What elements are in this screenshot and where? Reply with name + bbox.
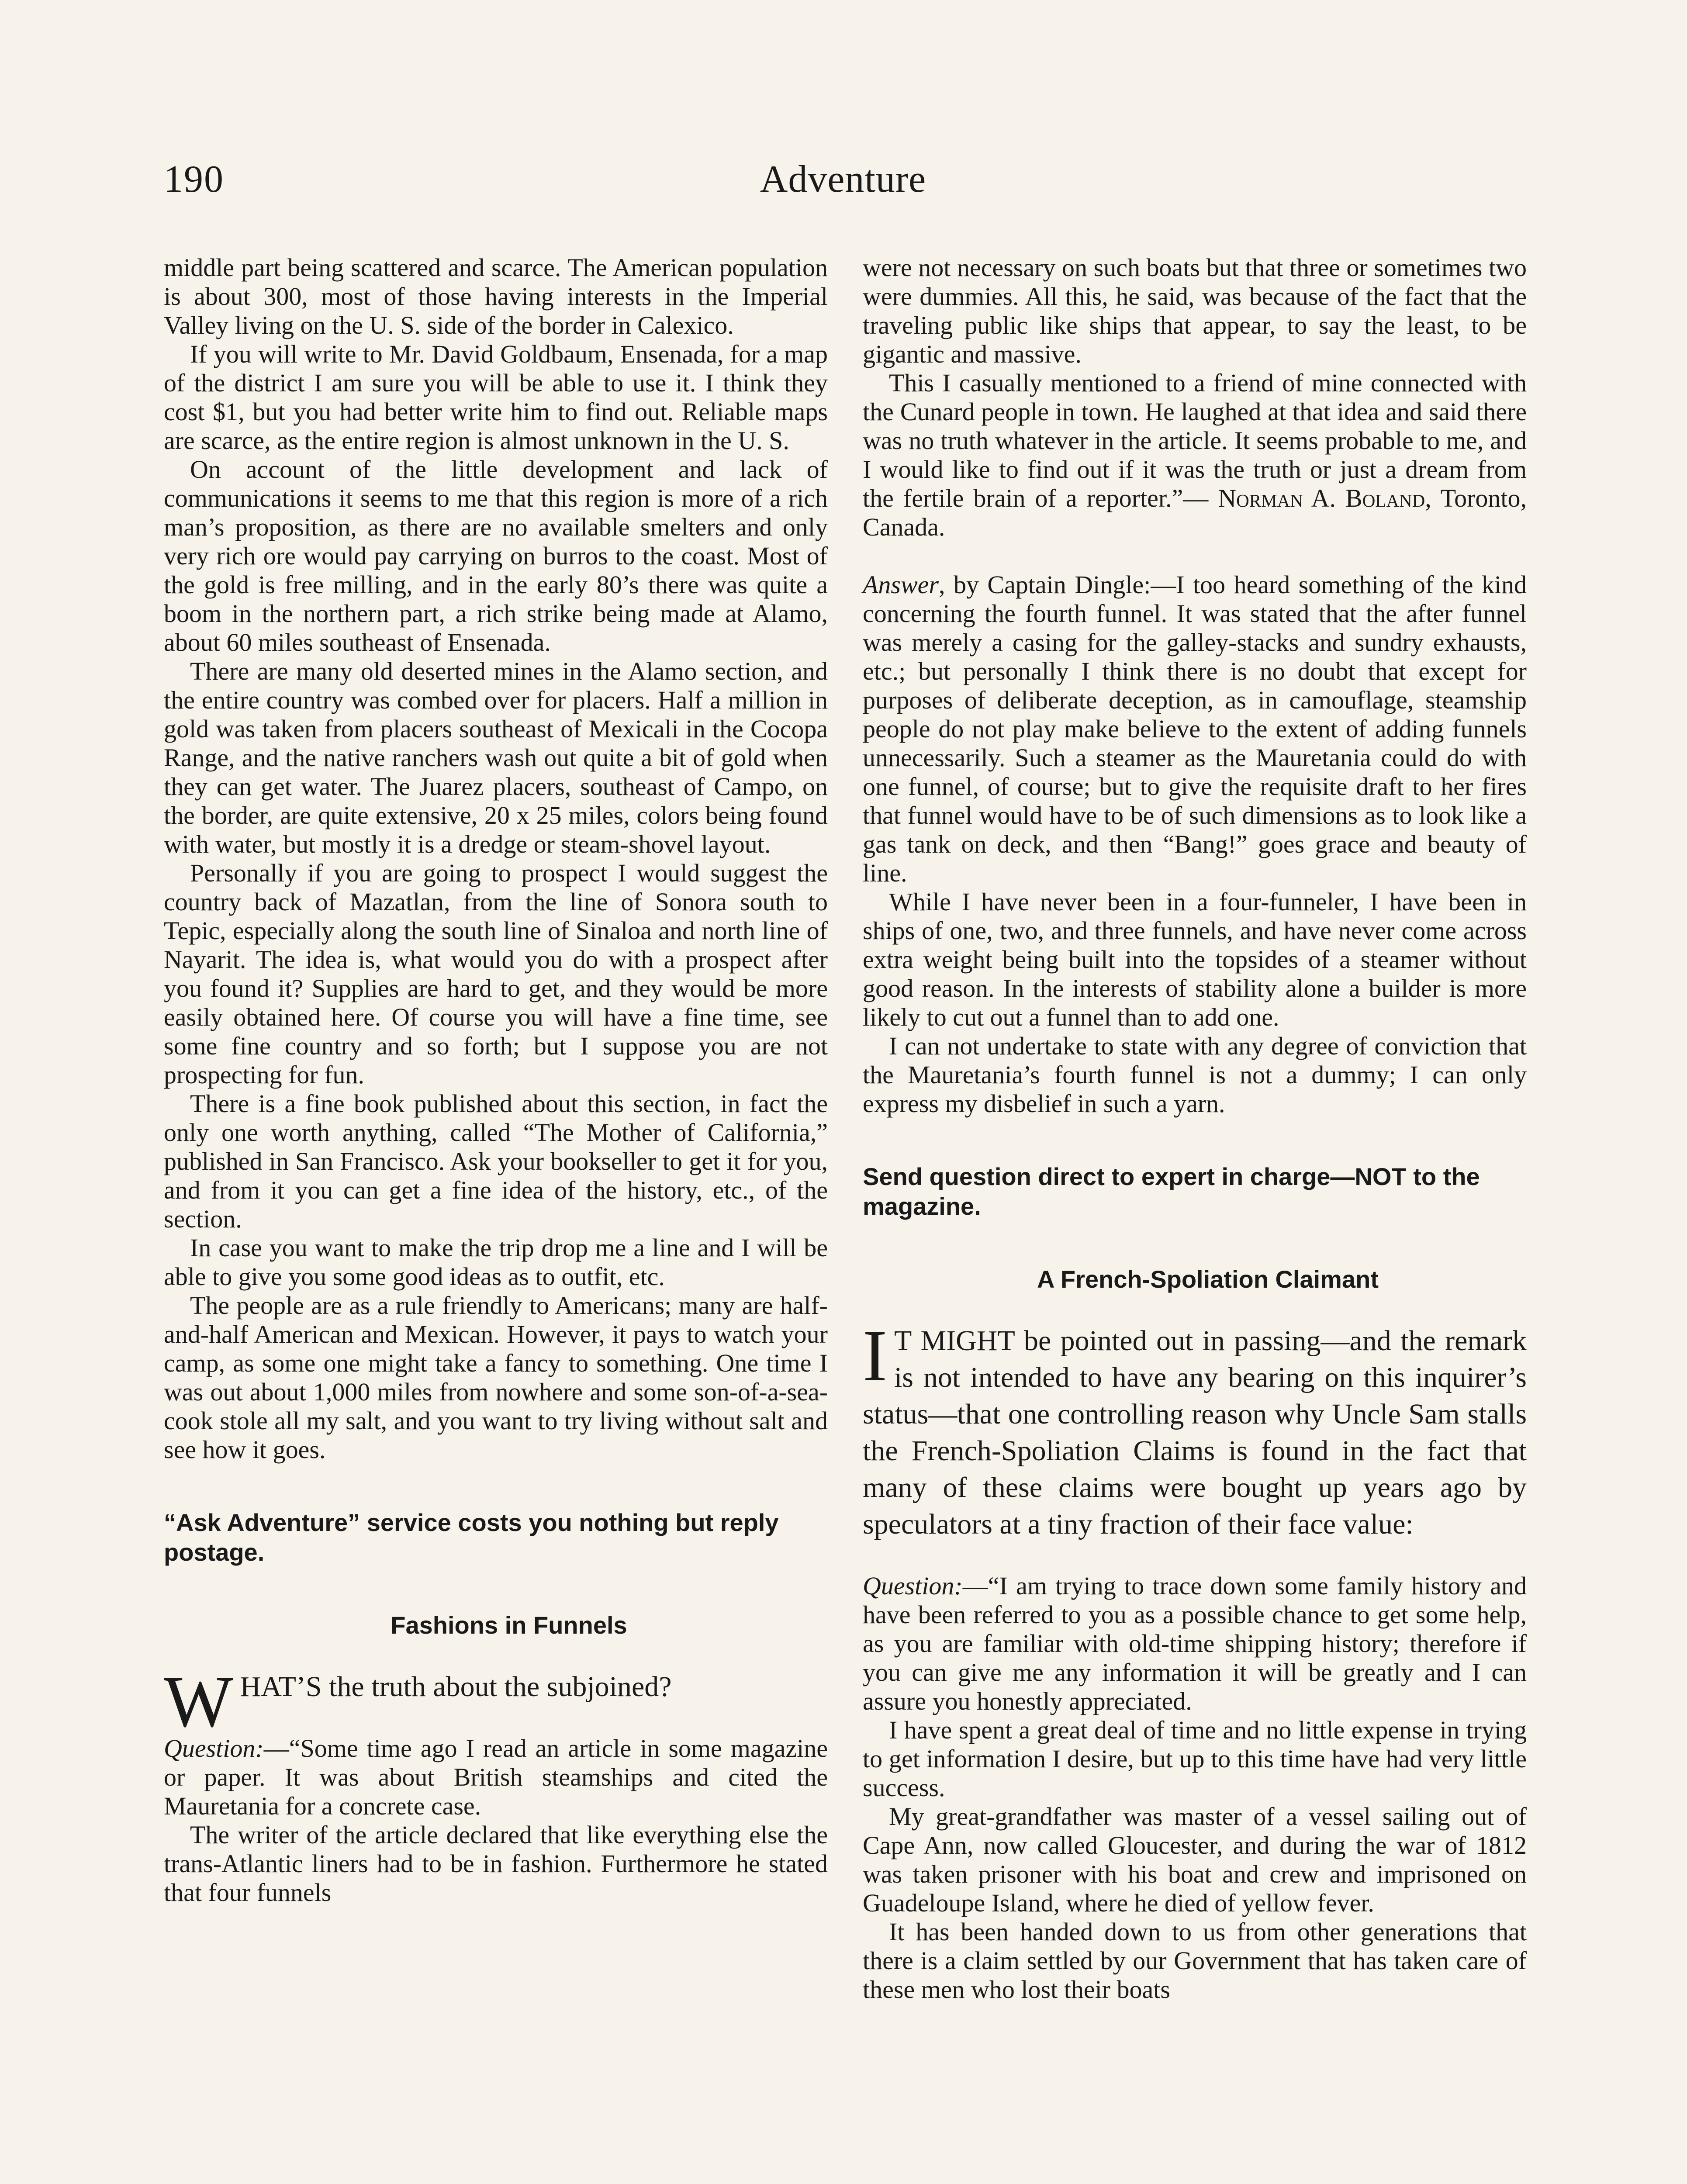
section-title: Fashions in Funnels	[391, 1611, 627, 1639]
paragraph: The writer of the article declared that like everything else the trans-Atlantic liners had to be in fashion. Furthermore he stated that four funnels	[164, 1821, 828, 1907]
question-text: —“Some time ago I read an article in some magazine or paper. It was about British steamships and cited the Mauretania for a concrete case.	[164, 1734, 828, 1820]
paragraph: On account of the little development and lack of communications it seems to me that this region is more of a rich man’s proposition, as there are no available smelters and only very rich ore would pay carrying on burros to the coast. Most of the gold is free milling, and in the early 80’s there was quite a boom in the northern part, a rich strike being made at Alamo, about 60 miles southeast of Ensenada.	[164, 455, 828, 657]
question-label: Question:	[164, 1734, 264, 1762]
paragraph: In case you want to make the trip drop me a line and I will be able to give you some good ideas as to outfit, etc.	[164, 1234, 828, 1291]
signoff-place: , Toronto, Canada.	[863, 484, 1527, 541]
question-paragraph	[863, 1572, 1527, 1716]
paragraph: There are many old deserted mines in the Alamo section, and the entire country was combed over for placers. Half a million in gold was taken from placers southeast of Mexicali in the Cocopa Range, and the native ranchers wash out quite a bit of gold when they can get water. The Juarez placers, southeast of Campo, on the border, are quite extensive, 20 x 25 miles, colors being found with water, but mostly it is a dredge or steam-shovel layout.	[164, 657, 828, 858]
left-column	[164, 253, 828, 1907]
lead-paragraph	[164, 1661, 828, 1742]
paragraph: It has been handed down to us from other generations that there is a claim settled by our Government that has taken care of these men who lost their boats	[863, 1918, 1527, 2004]
paragraph: were not necessary on such boats but that three or sometimes two were dummies. All this, he said, was because of the fact that the traveling public like ships that appear, to say the least, to be gigantic and massive.	[863, 253, 1527, 368]
lead-text: HAT’S the truth about the subjoined?	[240, 1671, 672, 1703]
paragraph: I can not undertake to state with any degree of conviction that the Mauretania’s fourth funnel is not a dummy; I can only express my disbelief in such a yarn.	[863, 1032, 1527, 1118]
paragraph: I have spent a great deal of time and no little expense in trying to get information I desire, but up to this time have had very little success.	[863, 1716, 1527, 1802]
paragraph: The people are as a rule friendly to Americans; many are half-and-half American and Mexican. However, it pays to watch your camp, as some one might take a fancy to something. One time I was out about 1,000 miles from nowhere and some son-of-a-sea-cook stole all my salt, and you want to try living without salt and see how it goes.	[164, 1291, 828, 1464]
paragraph: My great-grandfather was master of a vessel sailing out of Cape Ann, now called Gloucester, and during the war of 1812 was taken prisoner with his boat and crew and imprisoned on Guadeloupe Island, where he died of yellow fever.	[863, 1802, 1527, 1917]
page-number: 190	[164, 158, 224, 200]
paragraph: While I have never been in a four-funneler, I have been in ships of one, two, and three funnels, and have never come across extra weight being built into the topsides of a steamer without good reason. In the interests of stability alone a builder is more likely to cut out a funnel than to add one.	[863, 888, 1527, 1031]
paragraph	[863, 369, 1527, 542]
service-notice: “Ask Adventure” service costs you nothing but reply postage.	[164, 1509, 779, 1566]
drop-cap: W	[164, 1661, 233, 1742]
section-title: A French-Spoliation Claimant	[1037, 1265, 1379, 1293]
drop-cap: I	[863, 1315, 887, 1396]
expert-notice: Send question direct to expert in charge—NOT to the magazine.	[863, 1163, 1480, 1220]
right-column	[863, 253, 1527, 2004]
running-head: Adventure	[760, 158, 926, 200]
paragraph: middle part being scattered and scarce. The American population is about 300, most of those having interests in the Imperial Valley living on the U. S. side of the border in Calexico.	[164, 253, 828, 339]
answer-paragraph	[863, 570, 1527, 888]
lead-text: T MIGHT be pointed out in passing—and the remark is not intended to have any bearing on this inquirer’s status—that one controlling reason why Uncle Sam stalls the French-Spoliation Claims is found in the fact that many of these claims were bought up years ago by speculators at a tiny fraction of their face value:	[863, 1325, 1527, 1540]
answer-label: Answer	[863, 570, 939, 599]
paragraph: Personally if you are going to prospect I would suggest the country back of Mazatlan, from the line of Sonora south to Tepic, especially along the south line of Sinaloa and north line of Nayarit. The idea is, what would you do with a prospect after you found it? Supplies are hard to get, and they would be more easily obtained here. Of course you will have a fine time, see some fine country and so forth; but I suppose you are not prospecting for fun.	[164, 859, 828, 1089]
paragraph: If you will write to Mr. David Goldbaum, Ensenada, for a map of the district I am sure you will be able to use it. I think they cost $1, but you had better write him to find out. Reliable maps are scarce, as the entire region is almost unknown in the U. S.	[164, 340, 828, 455]
question-label: Question:	[863, 1572, 963, 1600]
paragraph: There is a fine book published about this section, in fact the only one worth anything, called “The Mother of California,” published in San Francisco. Ask your bookseller to get it for you, and from it you can get a fine idea of the history, etc., of the section.	[164, 1089, 828, 1233]
answer-text: , by Captain Dingle:—I too heard something of the kind concerning the fourth funnel. It was stated that the after funnel was merely a casing for the galley-stacks and sundry exhausts, etc.; but personally I think there is no doubt that except for purposes of deliberate deception, as in camouflage, steamship people do not play make believe to the extent of adding funnels unnecessarily. Such a steamer as the Mauretania could do with one funnel, of course; but to give the requisite draft to her fires that funnel would have to be of such dimensions as to look like a gas tank on deck, and then “Bang!” goes grace and beauty of line.	[863, 570, 1527, 887]
page-header	[164, 157, 1522, 210]
lead-paragraph	[863, 1315, 1527, 1543]
paragraph-text: This I casually mentioned to a friend of mine connected with the Cunard people in town. He laughed at that idea and said there was no truth whatever in the article. It seems probable to me, and I would like to find out if it was the truth or just a dream from the fertile brain of a reporter.”—	[863, 369, 1527, 512]
letter-signoff: Norman A. Boland	[1218, 484, 1425, 512]
question-paragraph	[164, 1734, 828, 1821]
question-text: —“I am trying to trace down some family history and have been referred to you as a possible chance to get some help, as you are familiar with old-time shipping history; therefore if you can give me any information it will be greatly and I can assure you honestly appreciated.	[863, 1572, 1527, 1715]
